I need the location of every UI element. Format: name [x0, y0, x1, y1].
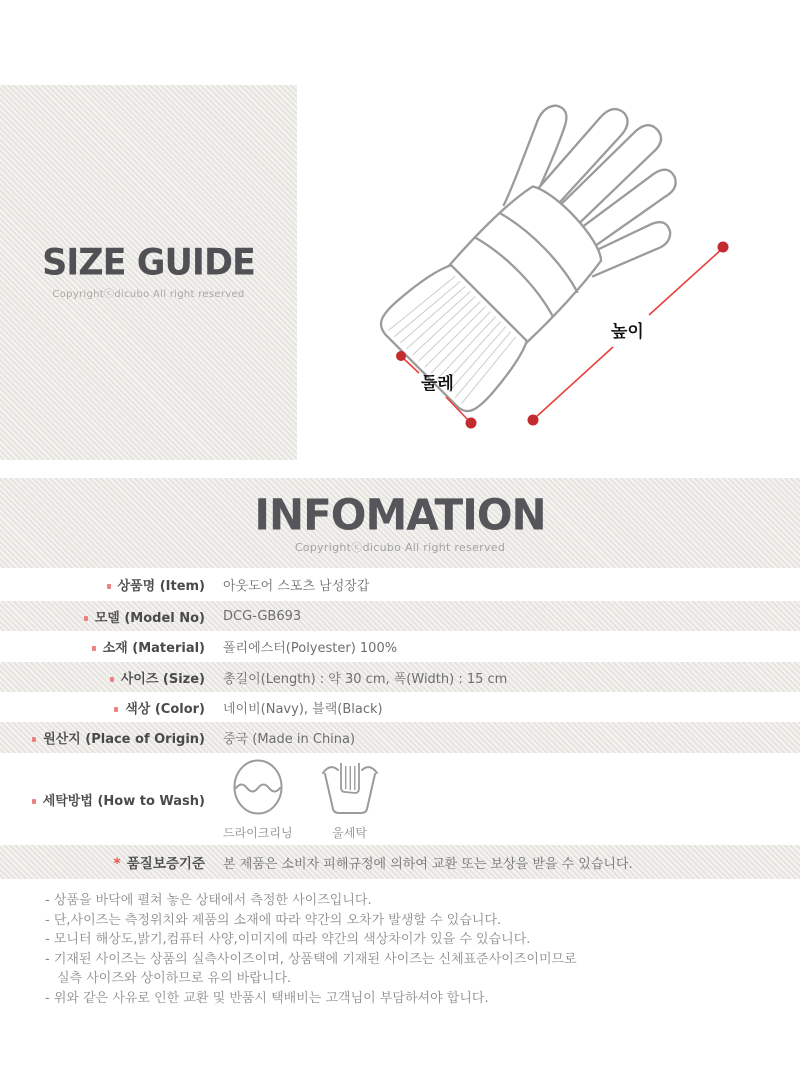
bullet-icon: [114, 707, 118, 712]
note-line: 실측 사이즈와 상이하므로 유의 바랍니다.: [57, 971, 292, 986]
spec-label: 세탁방법 (How to Wash): [42, 793, 205, 809]
size-guide-section: [0, 85, 800, 460]
spec-value: 네이비(Navy), 블랙(Black): [223, 701, 383, 717]
spec-row-origin: [0, 722, 800, 753]
bullet-icon: [32, 799, 36, 804]
spec-label: 색상 (Color): [125, 701, 205, 717]
note-line: - 상품을 바닥에 펼쳐 놓은 상태에서 측정한 사이즈입니다.: [45, 893, 372, 908]
warranty-label: 품질보증기준: [126, 856, 205, 872]
asterisk-icon: *: [113, 856, 121, 872]
note-line: - 위와 같은 사유로 인한 교환 및 반품시 택배비는 고객님이 부담하셔야 합니다.: [45, 990, 489, 1006]
bullet-icon: [84, 616, 88, 621]
note-line: - 모니터 해상도,밝기,컴퓨터 사양,이미지에 따라 약간의 색상차이가 있을 수 있습니다.: [45, 932, 531, 947]
bullet-icon: [110, 677, 114, 682]
spec-row-wash-method: [0, 753, 800, 845]
note-line: - 기재된 사이즈는 상품의 실측사이즈이며, 상품택에 기재된 사이즈는 신체표준사이즈이미므로: [45, 951, 577, 967]
spec-value: DCG-GB693: [223, 608, 302, 624]
information-title: INFOMATION: [254, 489, 546, 540]
bullet-icon: [32, 737, 36, 742]
size-guide-panel: [0, 85, 297, 460]
wash-caption: 드라이크리닝: [223, 825, 293, 840]
spec-label: 모델 (Model No): [94, 610, 205, 626]
spec-value: 중국 (Made in China): [223, 732, 356, 747]
notes-section: [45, 891, 765, 1008]
spec-row-color: [0, 692, 800, 722]
spec-label: 소재 (Material): [102, 641, 205, 656]
bullet-icon: [92, 646, 96, 651]
information-header: [0, 478, 800, 568]
spec-row-item: [0, 568, 800, 601]
height-label: 높이: [611, 322, 644, 342]
glove-illustration: [297, 85, 800, 460]
wash-item-hand-wash: [321, 758, 379, 841]
spec-value: 폴리에스터(Polyester) 100%: [223, 641, 398, 656]
dry-cleaning-icon: [232, 758, 284, 817]
spec-value: 아웃도어 스포츠 남성장갑: [223, 579, 370, 594]
bullet-icon: [107, 584, 111, 589]
note-line: - 단,사이즈는 측정위치와 제품의 소재에 따라 약간의 오차가 발생할 수 있습니다.: [45, 912, 502, 928]
spec-label: 원산지 (Place of Origin): [43, 732, 205, 747]
wash-item-dry-cleaning: [223, 758, 293, 841]
hand-wash-icon: [321, 758, 379, 817]
size-guide-copyright: Copyrightⓒdicubo All right reserved: [52, 288, 245, 300]
circumference-label: 둘레: [421, 374, 454, 394]
spec-label: 사이즈 (Size): [120, 671, 205, 687]
wash-caption: 울세탁: [332, 825, 367, 840]
spec-row-model: [0, 601, 800, 631]
spec-value: 총길이(Length) : 약 30 cm, 폭(Width) : 15 cm: [223, 671, 508, 687]
spec-row-material: [0, 631, 800, 662]
spec-row-size: [0, 662, 800, 692]
size-guide-title: SIZE GUIDE: [42, 241, 255, 284]
warranty-text: 본 제품은 소비자 피해규정에 의하여 교환 또는 보상을 받을 수 있습니다.: [223, 856, 633, 872]
warranty-row: [0, 845, 800, 879]
information-copyright: Copyrightⓒdicubo All right reserved: [294, 541, 506, 555]
size-guide-illustration-area: [297, 85, 800, 460]
spec-label: 상품명 (Item): [117, 579, 205, 594]
spec-table: [0, 568, 800, 879]
